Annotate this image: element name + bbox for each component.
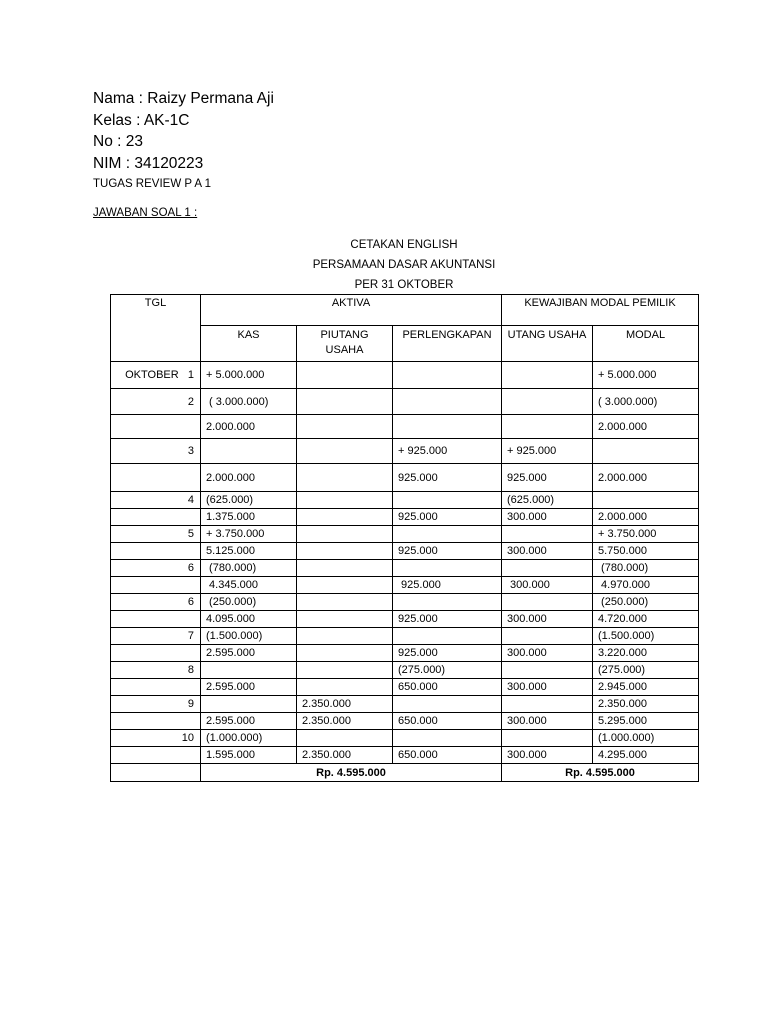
company-title: CETAKAN ENGLISH xyxy=(350,239,458,251)
student-name: Nama : Raizy Permana Aji xyxy=(93,90,274,107)
perlengkapan-cell xyxy=(393,560,502,577)
perlengkapan-cell: 650.000 xyxy=(393,713,502,730)
piutang-cell xyxy=(297,543,393,560)
modal-cell xyxy=(593,492,699,509)
subject-title: PERSAMAAN DASAR AKUNTANSI xyxy=(312,259,496,271)
modal-cell: 4.720.000 xyxy=(593,611,699,628)
tgl-cell: 4 xyxy=(111,492,201,509)
kas-cell: (1.000.000) xyxy=(201,730,297,747)
piutang-cell xyxy=(297,526,393,543)
utang-cell: + 925.000 xyxy=(502,439,593,464)
tgl-cell: OKTOBER 1 xyxy=(111,362,201,389)
table-row xyxy=(111,389,699,415)
modal-cell: 5.750.000 xyxy=(593,543,699,560)
kas-cell xyxy=(201,662,297,679)
kas-cell: (1.500.000) xyxy=(201,628,297,645)
assignment-title: TUGAS REVIEW P A 1 xyxy=(93,178,212,190)
modal-cell: 2.945.000 xyxy=(593,679,699,696)
perlengkapan-cell xyxy=(393,492,502,509)
piutang-cell xyxy=(297,628,393,645)
total-tgl-cell xyxy=(111,764,201,782)
table-row xyxy=(111,362,699,389)
kas-cell: 1.595.000 xyxy=(201,747,297,764)
piutang-cell xyxy=(297,389,393,415)
piutang-cell xyxy=(297,560,393,577)
kas-cell: + 3.750.000 xyxy=(201,526,297,543)
table-row xyxy=(111,464,699,492)
utang-cell xyxy=(502,526,593,543)
modal-cell: 3.220.000 xyxy=(593,645,699,662)
table-row xyxy=(111,696,699,713)
modal-cell: ( 3.000.000) xyxy=(593,389,699,415)
kas-cell xyxy=(201,439,297,464)
modal-cell: (1.000.000) xyxy=(593,730,699,747)
modal-cell: (780.000) xyxy=(593,560,699,577)
perlengkapan-cell: 925.000 xyxy=(393,611,502,628)
utang-cell xyxy=(502,594,593,611)
perlengkapan-cell: 925.000 xyxy=(393,645,502,662)
utang-cell: 300.000 xyxy=(502,679,593,696)
kas-cell: 2.595.000 xyxy=(201,679,297,696)
table-body xyxy=(111,362,699,764)
utang-cell xyxy=(502,730,593,747)
perlengkapan-cell xyxy=(393,526,502,543)
student-class: Kelas : AK-1C xyxy=(93,111,190,129)
utang-cell: (625.000) xyxy=(502,492,593,509)
kas-cell: 2.000.000 xyxy=(201,415,297,439)
table-row xyxy=(111,662,699,679)
perlengkapan-cell: 650.000 xyxy=(393,679,502,696)
table-row xyxy=(111,679,699,696)
perlengkapan-cell xyxy=(393,628,502,645)
tgl-cell xyxy=(111,679,201,696)
piutang-cell xyxy=(297,439,393,464)
header-piutang: PIUTANG USAHA xyxy=(297,326,393,362)
tgl-cell: 6 xyxy=(111,594,201,611)
tgl-cell xyxy=(111,713,201,730)
utang-cell: 300.000 xyxy=(502,543,593,560)
utang-cell: 300.000 xyxy=(502,509,593,526)
utang-cell xyxy=(502,415,593,439)
tgl-cell: 2 xyxy=(111,389,201,415)
table-row xyxy=(111,526,699,543)
header-tgl: TGL xyxy=(111,295,201,362)
table-row xyxy=(111,713,699,730)
piutang-cell xyxy=(297,679,393,696)
table-row xyxy=(111,594,699,611)
piutang-cell xyxy=(297,662,393,679)
kas-cell: 2.595.000 xyxy=(201,713,297,730)
tgl-cell xyxy=(111,543,201,560)
piutang-cell xyxy=(297,362,393,389)
utang-cell xyxy=(502,389,593,415)
piutang-cell xyxy=(297,594,393,611)
tgl-cell xyxy=(111,464,201,492)
answer-heading: JAWABAN SOAL 1 : xyxy=(93,207,198,219)
kas-cell: ( 3.000.000) xyxy=(201,389,297,415)
kas-cell: 5.125.000 xyxy=(201,543,297,560)
header-aktiva: AKTIVA xyxy=(201,295,502,326)
total-row xyxy=(111,764,699,782)
modal-cell: 2.350.000 xyxy=(593,696,699,713)
student-number: No : 23 xyxy=(93,133,143,150)
perlengkapan-cell xyxy=(393,415,502,439)
tgl-cell xyxy=(111,509,201,526)
kas-cell: 4.345.000 xyxy=(201,577,297,594)
piutang-cell xyxy=(297,492,393,509)
modal-cell: 2.000.000 xyxy=(593,464,699,492)
kas-cell xyxy=(201,696,297,713)
tgl-cell: 5 xyxy=(111,526,201,543)
modal-cell: (275.000) xyxy=(593,662,699,679)
tgl-cell xyxy=(111,415,201,439)
header-modal: MODAL xyxy=(593,326,699,362)
table-row xyxy=(111,628,699,645)
modal-cell: + 3.750.000 xyxy=(593,526,699,543)
table-header-row xyxy=(111,295,699,326)
perlengkapan-cell: + 925.000 xyxy=(393,439,502,464)
modal-cell: 4.970.000 xyxy=(593,577,699,594)
table-row xyxy=(111,730,699,747)
kas-cell: (780.000) xyxy=(201,560,297,577)
header-perlengkapan: PERLENGKAPAN xyxy=(393,326,502,362)
tgl-cell: 9 xyxy=(111,696,201,713)
piutang-cell xyxy=(297,577,393,594)
perlengkapan-cell xyxy=(393,389,502,415)
utang-cell: 300.000 xyxy=(502,577,593,594)
table-row xyxy=(111,560,699,577)
student-nim: NIM : 34120223 xyxy=(93,154,204,172)
table-row xyxy=(111,645,699,662)
perlengkapan-cell xyxy=(393,696,502,713)
tgl-cell: 6 xyxy=(111,560,201,577)
table-row xyxy=(111,415,699,439)
tgl-cell: 10 xyxy=(111,730,201,747)
kas-cell: 2.000.000 xyxy=(201,464,297,492)
table-row xyxy=(111,509,699,526)
perlengkapan-cell: 925.000 xyxy=(393,577,502,594)
utang-cell xyxy=(502,362,593,389)
tgl-cell xyxy=(111,577,201,594)
utang-cell: 300.000 xyxy=(502,713,593,730)
piutang-cell xyxy=(297,730,393,747)
header-utang: UTANG USAHA xyxy=(502,326,593,362)
utang-cell: 300.000 xyxy=(502,645,593,662)
perlengkapan-cell: 925.000 xyxy=(393,509,502,526)
table-row xyxy=(111,747,699,764)
perlengkapan-cell xyxy=(393,730,502,747)
table-row xyxy=(111,577,699,594)
tgl-cell xyxy=(111,611,201,628)
accounting-equation-table xyxy=(110,294,699,782)
header-kewajiban: KEWAJIBAN MODAL PEMILIK xyxy=(502,295,699,326)
piutang-cell: 2.350.000 xyxy=(297,747,393,764)
piutang-cell xyxy=(297,464,393,492)
kas-cell: 2.595.000 xyxy=(201,645,297,662)
modal-cell: 2.000.000 xyxy=(593,509,699,526)
total-aktiva: Rp. 4.595.000 xyxy=(201,764,502,782)
tgl-cell: 8 xyxy=(111,662,201,679)
kas-cell: (625.000) xyxy=(201,492,297,509)
modal-cell: + 5.000.000 xyxy=(593,362,699,389)
kas-cell: 1.375.000 xyxy=(201,509,297,526)
table-row xyxy=(111,611,699,628)
tgl-cell: 7 xyxy=(111,628,201,645)
utang-cell xyxy=(502,696,593,713)
perlengkapan-cell xyxy=(393,362,502,389)
perlengkapan-cell: 650.000 xyxy=(393,747,502,764)
table-row xyxy=(111,543,699,560)
utang-cell xyxy=(502,628,593,645)
utang-cell: 925.000 xyxy=(502,464,593,492)
modal-cell: 2.000.000 xyxy=(593,415,699,439)
perlengkapan-cell: (275.000) xyxy=(393,662,502,679)
perlengkapan-cell: 925.000 xyxy=(393,464,502,492)
tgl-cell xyxy=(111,747,201,764)
tgl-cell xyxy=(111,645,201,662)
header-kas: KAS xyxy=(201,326,297,362)
total-kewajiban: Rp. 4.595.000 xyxy=(502,764,699,782)
modal-cell: 5.295.000 xyxy=(593,713,699,730)
kas-cell: (250.000) xyxy=(201,594,297,611)
period-title: PER 31 OKTOBER xyxy=(354,279,454,291)
utang-cell xyxy=(502,662,593,679)
kas-cell: + 5.000.000 xyxy=(201,362,297,389)
perlengkapan-cell: 925.000 xyxy=(393,543,502,560)
table-row xyxy=(111,439,699,464)
piutang-cell: 2.350.000 xyxy=(297,713,393,730)
piutang-cell xyxy=(297,509,393,526)
student-info xyxy=(93,88,274,192)
piutang-cell: 2.350.000 xyxy=(297,696,393,713)
modal-cell: (1.500.000) xyxy=(593,628,699,645)
kas-cell: 4.095.000 xyxy=(201,611,297,628)
modal-cell xyxy=(593,439,699,464)
perlengkapan-cell xyxy=(393,594,502,611)
modal-cell: (250.000) xyxy=(593,594,699,611)
piutang-cell xyxy=(297,415,393,439)
piutang-cell xyxy=(297,611,393,628)
table-row xyxy=(111,492,699,509)
utang-cell: 300.000 xyxy=(502,747,593,764)
tgl-cell: 3 xyxy=(111,439,201,464)
utang-cell: 300.000 xyxy=(502,611,593,628)
modal-cell: 4.295.000 xyxy=(593,747,699,764)
utang-cell xyxy=(502,560,593,577)
piutang-cell xyxy=(297,645,393,662)
